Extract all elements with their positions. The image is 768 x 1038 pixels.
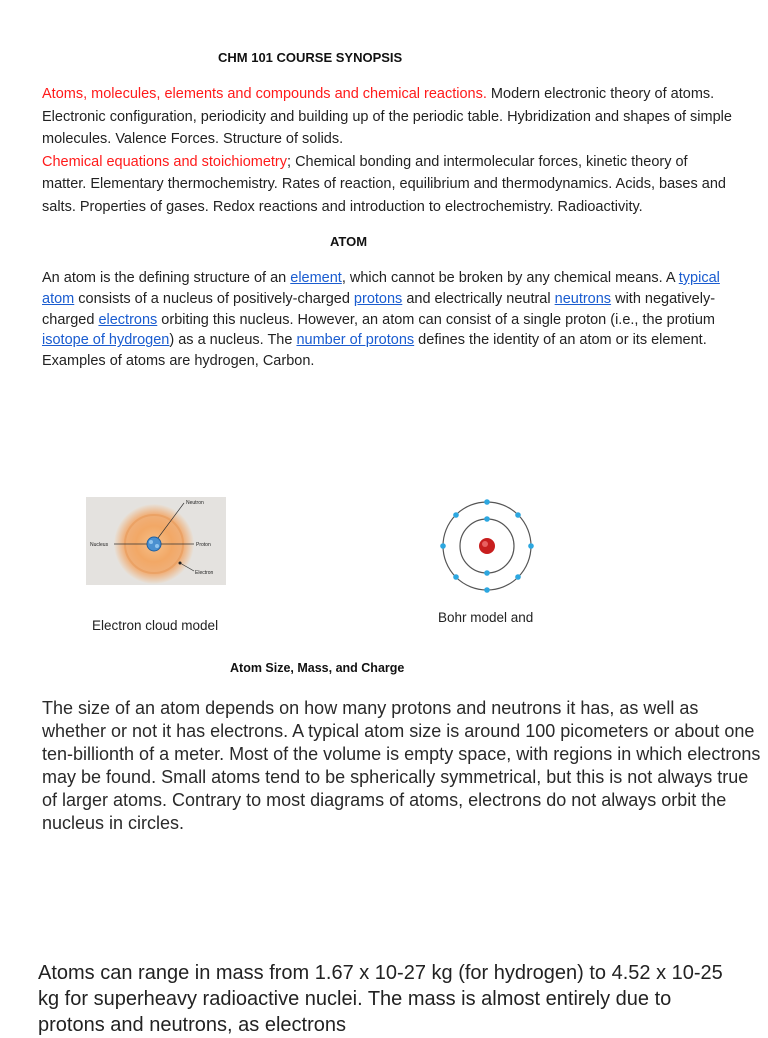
atom-heading: ATOM [330,234,368,249]
label-nucleus: Nucleus [90,542,109,548]
atom-paragraph [42,268,732,372]
label-neutron: Neutron [186,500,204,506]
electron-cloud-caption: Electron cloud model [92,618,219,633]
bohr-model-caption: Bohr model and [438,610,534,625]
bohr-nucleus-highlight [482,541,488,547]
course-synopsis [42,83,732,218]
link-typical-atom[interactable]: typical atom [42,270,720,307]
electron [484,570,490,576]
link-element[interactable]: element [290,270,342,286]
bohr-model-image [436,497,538,595]
atom-text: orbiting this nucleus. However, an atom can consist of a single proton (i.e., the protium [157,311,716,328]
electron [515,512,521,518]
synopsis-highlight-2: Chemical equations and stoichiometry [42,153,288,170]
atom-text: An atom is the defining structure of an [42,270,291,286]
electron [528,543,534,549]
atom-text: with negatively-charged [42,290,716,328]
synopsis-highlight-1: Atoms, molecules, elements and compounds and chemical reactions. [42,86,487,102]
electron [484,516,490,522]
electron-dot [179,562,182,565]
atom-text: ) as a nucleus. The [169,332,297,349]
synopsis-text-1: Modern electronic theory of atoms. Electronic configuration, periodicity and building up of the periodic table. Hybridization and shapes of simple molecules. Valence Forces. Structure of solids. [42,86,732,147]
link-protons[interactable]: protons [353,290,403,307]
electron [484,587,490,593]
label-electron: Electron [195,570,214,576]
link-neutrons[interactable]: neutrons [554,290,612,307]
atom-text: defines the identity of an atom or its element. Examples of atoms are hydrogen, Carbon. [42,332,707,370]
atom-text: , which cannot be broken by any chemical means. A [341,270,679,286]
electron [453,574,459,580]
electron [440,543,446,549]
size-paragraph: The size of an atom depends on how many protons and neutrons it has, as well as whether or not it has electrons. A typical atom size is around 100 picometers or about one ten-billionth of a meter. Most of the volume is empty space, with regions in which electrons may be found. Small atoms tend to be spherically symmetrical, but this is not always true of larger atoms. Contrary to most diagrams of atoms, electrons do not always orbit the nucleus in circles. [42,698,761,833]
electron-cloud-image [86,497,226,585]
link-number-of-protons[interactable]: number of protons [296,332,415,349]
synopsis-text-2: ; Chemical bonding and intermolecular forces, kinetic theory of matter. Elementary thermochemistry. Rates of reaction, equilibrium and thermodynamics. Acids, bases and salts. Properties of gases. Redox reactions and introduction to electrochemistry. Radioactivity. [42,153,726,215]
link-isotope-of-hydrogen[interactable]: isotope of hydrogen [42,332,170,349]
label-proton: Proton [196,542,211,548]
section-heading: Atom Size, Mass, and Charge [230,661,405,675]
atom-text: consists of a nucleus of positively-charged [74,290,354,307]
link-electrons[interactable]: electrons [98,311,158,328]
mass-paragraph: Atoms can range in mass from 1.67 x 10-27 kg (for hydrogen) to 4.52 x 10-25 kg for superheavy radioactive nuclei. The mass is almost entirely due to protons and neutrons, as electrons [38,962,723,1036]
nucleon [155,544,159,548]
electron [515,574,521,580]
nucleus [147,537,161,551]
electron [484,499,490,505]
atom-text: and electrically neutral [402,290,555,307]
electron [453,512,459,518]
nucleon [149,540,153,544]
page-title: CHM 101 COURSE SYNOPSIS [218,50,403,65]
